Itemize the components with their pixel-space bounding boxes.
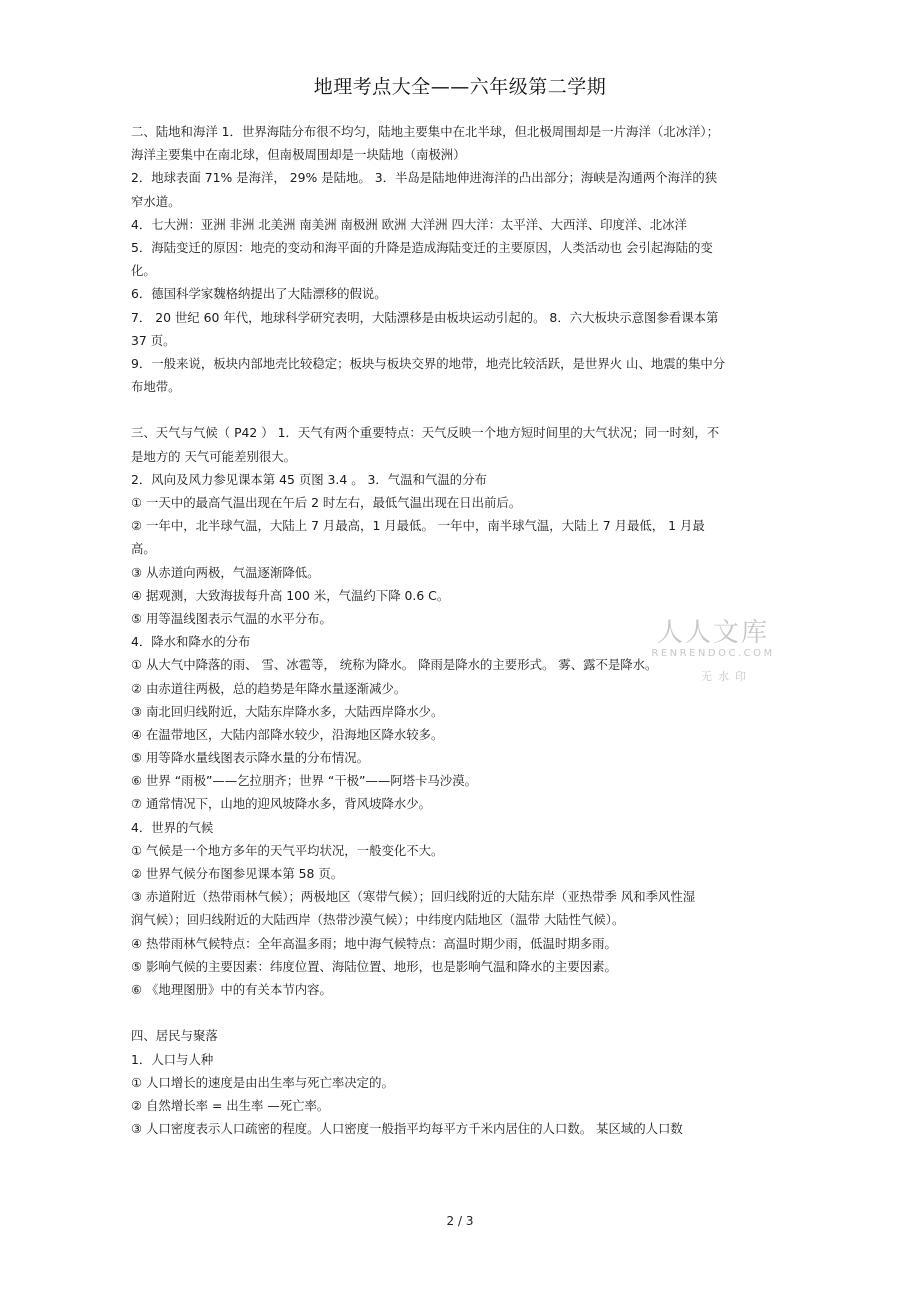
text-line: 2．地球表面 71% 是海洋， 29% 是陆地。 3．半岛是陆地伸进海洋的凸出部分；海峡是沟通两个海洋的狭: [131, 170, 718, 186]
text-line: 三、天气与气候（ P42 ） 1．天气有两个重要特点：天气反映一个地方短时间里的大气状况；同一时刻，不: [131, 425, 720, 441]
text-line: 5．海陆变迁的原因：地壳的变动和海平面的升降是造成海陆变迁的主要原因，人类活动也 会引起海陆的变: [131, 239, 713, 255]
text-line: 1．人口与人种: [131, 1051, 214, 1067]
text-line: 9．一般来说，板块内部地壳比较稳定；板块与板块交界的地带，地壳比较活跃，是世界火 山、地震的集中分: [131, 355, 726, 371]
text-line: 海洋主要集中在南北球，但南极周围却是一块陆地（南极洲）: [131, 147, 466, 163]
text-line: 2．风向及风力参见课本第 45 页图 3.4 。 3．气温和气温的分布: [131, 471, 487, 487]
text-line: ⑦ 通常情况下，山地的迎风坡降水多，背风坡降水少。: [131, 796, 432, 812]
document-title: 地理考点大全——六年级第二学期: [313, 76, 607, 98]
text-line: ③ 从赤道向两极，气温逐渐降低。: [131, 564, 320, 580]
text-line: ① 人口增长的速度是由出生率与死亡率决定的。: [131, 1074, 394, 1090]
text-line: ① 气候是一个地方多年的天气平均状况，一般变化不大。: [131, 842, 444, 858]
text-line: 4．七大洲：亚洲 非洲 北美洲 南美洲 南极洲 欧洲 大洋洲 四大洋：太平洋、大西洋、印度洋、北冰洋: [131, 216, 687, 232]
text-line: ② 世界气候分布图参见课本第 58 页。: [131, 866, 344, 881]
document-body: [131, 120, 776, 1140]
text-line: ⑤ 影响气候的主要因素：纬度位置、海陆位置、地形，也是影响气温和降水的主要因素。: [131, 958, 617, 974]
text-line: ① 一天中的最高气温出现在午后 2 时左右，最低气温出现在日出前后。: [131, 495, 522, 510]
text-line: ④ 据观测，大致海拔每升高 100 米，气温约下降 0.6 C。: [131, 587, 450, 603]
text-line: ③ 赤道附近（热带雨林气候）；两极地区（寒带气候）；回归线附近的大陆东岸（亚热带季 风和季风性湿: [131, 889, 696, 905]
text-line: ④ 在温带地区，大陆内部降水较少，沿海地区降水较多。: [131, 726, 444, 742]
text-line: ⑥ 《地理图册》中的有关本节内容。: [131, 981, 332, 997]
text-line: 7． 20 世纪 60 年代，地球科学研究表明，大陆漂移是由板块运动引起的。 8．六大板块示意图参看课本第: [131, 309, 719, 325]
text-line: 化。: [131, 263, 156, 279]
text-line: 4．降水和降水的分布: [131, 634, 251, 650]
watermark-main-text: 人人文库: [656, 618, 769, 648]
text-line: 高。: [131, 541, 156, 557]
text-line: 四、居民与聚落: [131, 1028, 218, 1044]
text-line: ⑤ 用等降水量线图表示降水量的分布情况。: [131, 750, 370, 766]
blank-line: [131, 398, 776, 421]
watermark-sub-text: RENRENDOC.COM: [651, 648, 775, 659]
text-line: 布地带。: [131, 379, 181, 395]
text-line: 润气候）；回归线附近的大陆西岸（热带沙漠气候）；中纬度内陆地区（温带 大陆性气候）。: [131, 912, 625, 928]
text-line: ③ 人口密度表示人口疏密的程度。人口密度一般指平均每平方千米内居住的人口数。 某区域的人口数: [131, 1121, 683, 1137]
text-line: ④ 热带雨林气候特点：全年高温多雨；地中海气候特点：高温时期少雨，低温时期多雨。: [131, 935, 617, 951]
text-line: 是地方的 天气可能差别很大。: [131, 448, 297, 464]
text-line: 37 页。: [131, 332, 176, 348]
text-line: 6．德国科学家魏格纳提出了大陆漂移的假说。: [131, 286, 387, 302]
text-line: ② 自然增长率 = 出生率 —死亡率。: [131, 1097, 330, 1113]
text-line: ② 一年中，北半球气温，大陆上 7 月最高，1 月最低。 一年中，南半球气温，大陆上 7 月最低， 1 月最: [131, 518, 705, 534]
text-line: 窄水道。: [131, 193, 181, 209]
text-line: ② 由赤道往两极，总的趋势是年降水量逐渐减少。: [131, 680, 407, 696]
text-line: ⑥ 世界 “雨极”——乞拉朋齐；世界 “干极”——阿塔卡马沙漠。: [131, 773, 477, 789]
page-number: 2 / 3: [446, 1214, 474, 1228]
text-line: 4．世界的气候: [131, 819, 214, 835]
watermark-mark-text: 无水印: [701, 670, 752, 683]
blank-line: [131, 1001, 776, 1024]
text-line: ⑤ 用等温线图表示气温的水平分布。: [131, 610, 332, 626]
text-line: 二、陆地和海洋 1．世界海陆分布很不均匀，陆地主要集中在北半球，但北极周围却是一片海洋（北冰洋）；: [131, 124, 719, 139]
text-line: ③ 南北回归线附近，大陆东岸降水多，大陆西岸降水少。: [131, 703, 444, 719]
text-line: ① 从大气中降落的雨、 雪、冰雹等， 统称为降水。 降雨是降水的主要形式。 雾、露不是降水。: [131, 657, 658, 673]
